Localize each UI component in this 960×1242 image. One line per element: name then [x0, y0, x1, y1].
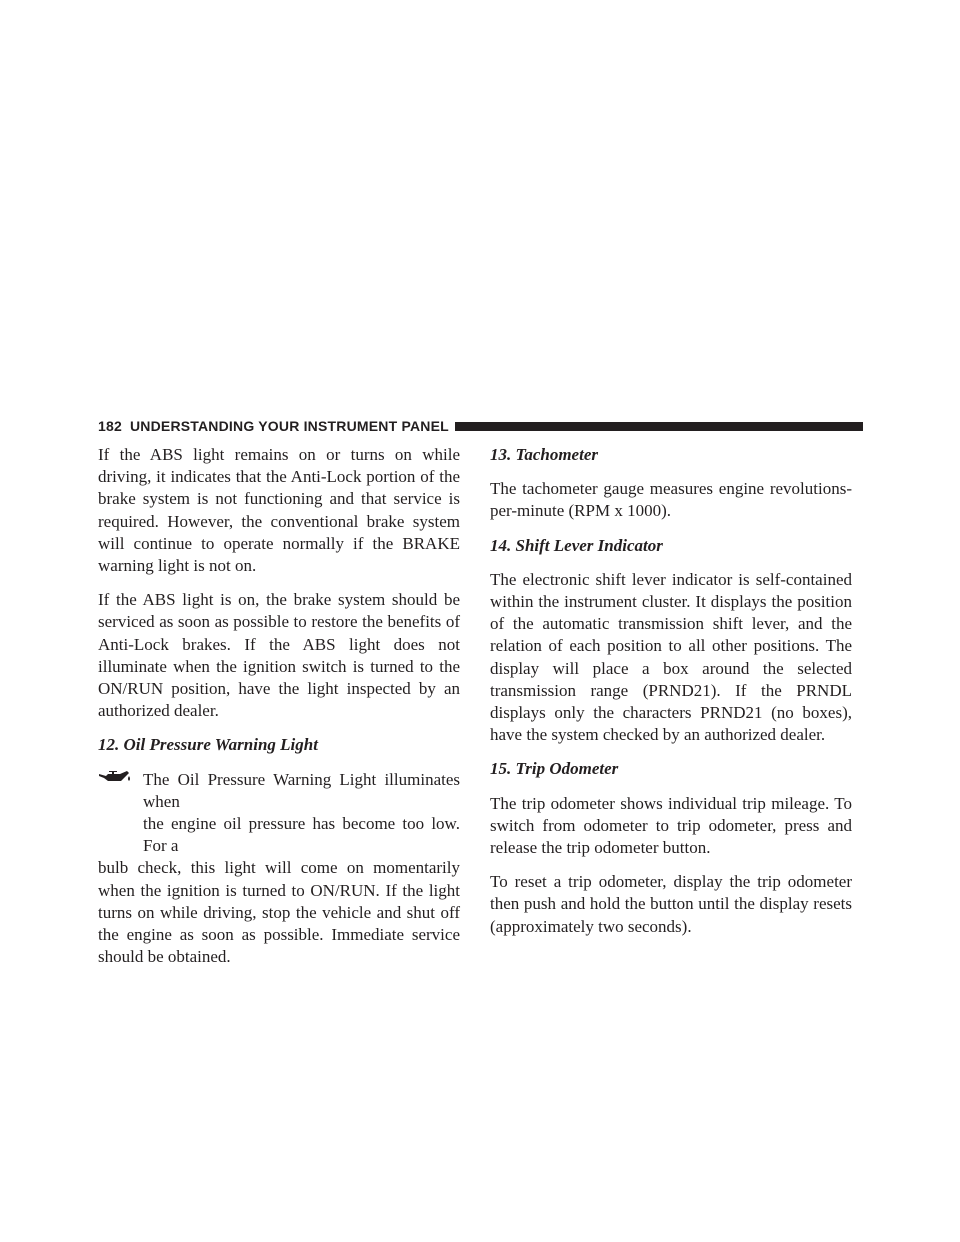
abs-paragraph-1: If the ABS light remains on or turns on while driving, it indicates that the Anti-Lock portion of the brake system is not functioning and that service is required. However, the conventional brake system will continue to operate normally if the BRAKE warning light is not on. [98, 445, 460, 576]
trip-odometer-text-1: The trip odometer shows individual trip mileage. To switch from odometer to trip odometer, press and release the trip odometer button. [490, 793, 852, 858]
oil-pressure-text-rest: bulb check, this light will come on momentarily when the ignition is turned to ON/RUN. If the light turns on while driving, stop the vehicle and shut off the engine as soon as possible. Immediate service should be obtained. [98, 858, 460, 967]
section-title: UNDERSTANDING YOUR INSTRUMENT PANEL [129, 418, 449, 434]
trip-odometer-text-2: To reset a trip odometer, display the trip odometer then push and hold the button until the display resets (approximately two seconds). [490, 872, 852, 936]
oil-pressure-heading: 12. Oil Pressure Warning Light [98, 735, 318, 755]
trip-odometer-heading: 15. Trip Odometer [490, 759, 619, 779]
abs-paragraph-2: If the ABS light is on, the brake system should be serviced as soon as possible to restore the benefits of Anti-Lock brakes. If the ABS light does not illuminate when the ignition switch is turned to the ON/RUN position, have the light inspected by an authorized dealer. [98, 590, 460, 721]
right-column [490, 444, 852, 950]
oil-can-icon [98, 770, 132, 788]
page-number: 182 [98, 418, 122, 434]
shift-lever-text: The electronic shift lever indicator is self-contained within the instrument cluster. It displays the position of the automatic transmission shift lever, and the relation of each position to all other positions. The display will place a box around the selected transmission range (PRND21). If the PRNDL displays only the characters PRND21 (no boxes), have the system checked by an authorized dealer. [490, 569, 852, 745]
oil-pressure-text-line2: the engine oil pressure has become too low. For a [143, 814, 460, 856]
shift-lever-heading: 14. Shift Lever Indicator [490, 535, 663, 555]
tachometer-text: The tachometer gauge measures engine revolutions-per-minute (RPM x 1000). [490, 479, 852, 521]
oil-pressure-paragraph [98, 769, 460, 969]
tachometer-heading: 13. Tachometer [490, 445, 598, 464]
page-header [98, 416, 863, 436]
left-column [98, 444, 460, 980]
header-rule [455, 422, 863, 431]
oil-pressure-text-line1: The Oil Pressure Warning Light illuminates when [143, 769, 460, 811]
